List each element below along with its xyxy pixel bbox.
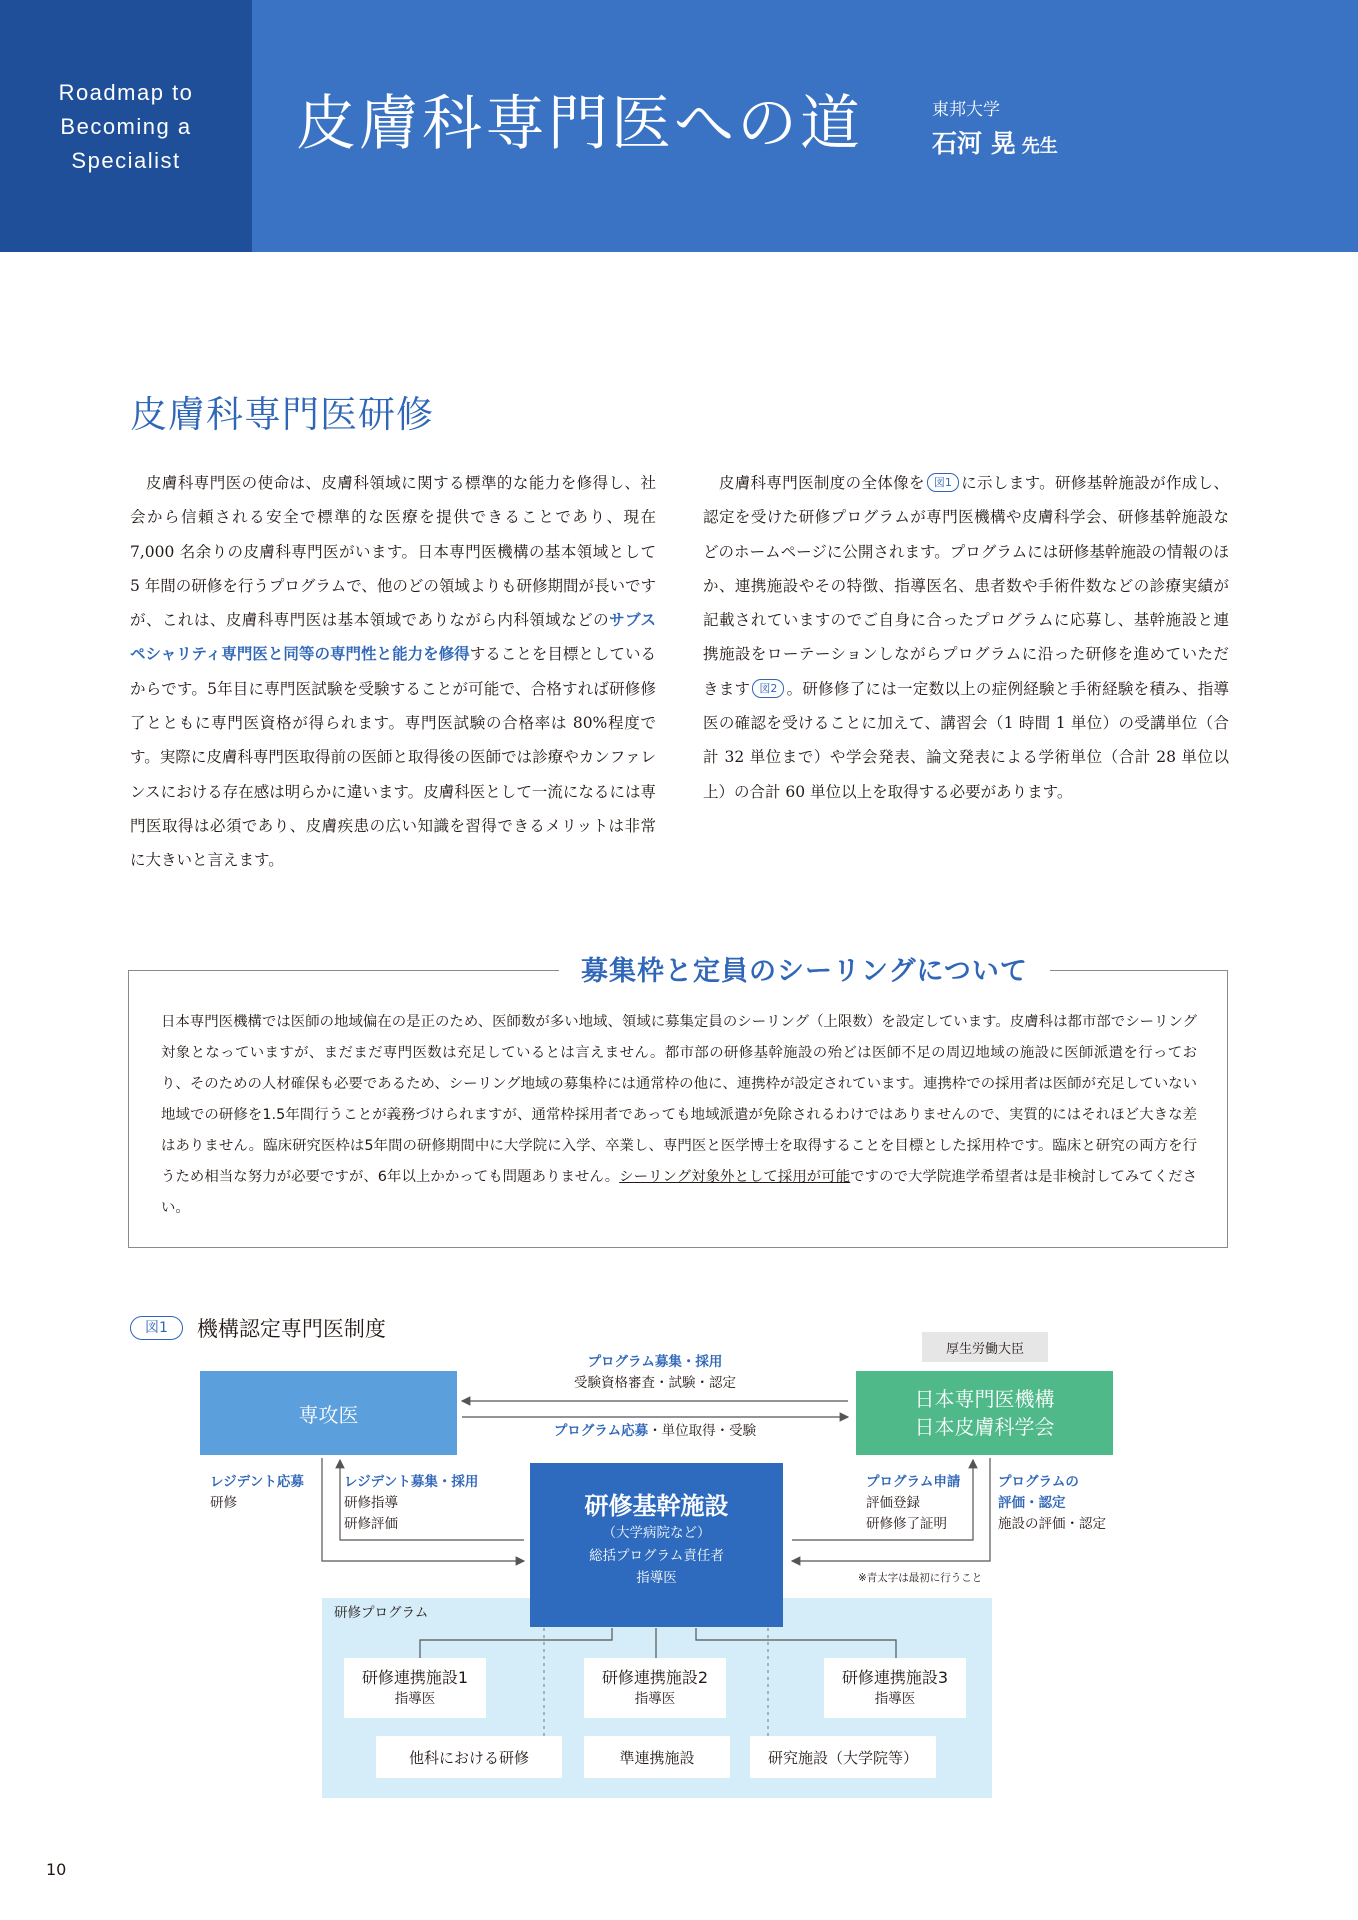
series-line-1: Roadmap to: [58, 80, 194, 105]
resident-recruit-text-1: 研修指導: [344, 1495, 398, 1511]
arrow-bottom-bold: プログラム応募: [553, 1423, 649, 1439]
core-facility-director: 総括プログラム責任者: [589, 1548, 724, 1564]
facility-3-name: 研修連携施設3: [841, 1668, 949, 1687]
left-paragraph-2: することを目標としているからです。5年目に専門医試験を受験することが可能で、合格すれば研修修了とともに専門医資格が得られます。専門医試験の合格率は 80%程度です。実際に皮膚科専門医取得前の医師と取得後の医師では診療やカンファレンスにおける存在感は明らかに違います。皮膚科医として一流になるには専門医取得は必須であり、皮膚疾患の広い知識を習得できるメリットは非常に大きいと言えます。: [130, 645, 656, 870]
resident-box: 専攻医: [200, 1371, 457, 1455]
program-area-label: 研修プログラム: [334, 1605, 429, 1621]
arrow-top-labels: [462, 1352, 848, 1394]
core-facility-sub: （大学病院など）: [602, 1525, 711, 1541]
facility-2-sub: 指導医: [634, 1691, 676, 1707]
resident-recruit-label: [344, 1472, 478, 1535]
facility-2-name: 研修連携施設2: [601, 1668, 709, 1687]
facility-3: [824, 1658, 966, 1718]
box-body-text: 日本専門医機構では医師の地域偏在の是正のため、医師数が多い地域、領域に募集定員のシーリング（上限数）を設定しています。皮膚科は都市部でシーリング対象となっていますが、まだまだ専門医数は充足しているとは言えません。都市部の研修基幹施設の殆どは医師不足の周辺地域の施設に医師派遣を行っており、そのための人材確保も必要であるため、シーリング地域の募集枠には通常枠の他に、連携枠が設定されています。連携枠での採用者は医師が充足していない地域での研修を1.5年間行うことが義務づけられますが、通常枠採用者であっても地域派遣が免除されるわけではありませんので、実質的にはそれほど大きな差はありません。臨床研究医枠は5年間の研修期間中に大学院に入学、卒業し、専門医と医学博士を取得することを目標とした採用枠です。臨床と研究の両方を行うため相当な努力が必要ですが、6年以上かかっても問題ありません。: [161, 1014, 1197, 1185]
other-dept-training: 他科における研修: [376, 1736, 562, 1778]
figure-title: 機構認定専門医制度: [196, 1317, 386, 1341]
page-header: [0, 0, 1358, 252]
organization-box: [856, 1371, 1113, 1455]
ceiling-info-box: [128, 956, 1228, 1248]
section-title: 皮膚科専門医研修: [130, 393, 434, 436]
author-name: [932, 124, 1058, 160]
highlight-text: サブスペシャリティ専門医と同等の専門性と能力を修得: [130, 611, 656, 664]
note-text: ※青太字は最初に行うこと: [858, 1572, 983, 1584]
left-paragraph-1: 皮膚科専門医の使命は、皮膚科領域に関する標準的な能力を修得し、社会から信頼される安全で標準的な医療を提供できることであり、現在 7,000 名余りの皮膚科専門医がいます。日本専門医機構の基本領域として 5 年間の研修を行うプログラムで、他のどの領域よりも研修期間が長いですが、これは、皮膚科専門医は基本領域でありながら内科領域などの: [130, 474, 656, 630]
facility-1-sub: 指導医: [394, 1691, 436, 1707]
core-facility-supervisor: 指導医: [636, 1570, 677, 1586]
arrow-bottom-text: ・単位取得・受験: [648, 1423, 757, 1439]
associate-facility: 準連携施設: [584, 1736, 730, 1778]
resident-recruit-text-2: 研修評価: [344, 1516, 398, 1532]
research-facility: 研究施設（大学院等）: [750, 1736, 936, 1778]
core-facility-box: [530, 1463, 783, 1627]
series-line-2: Becoming a: [60, 114, 192, 139]
right-paragraph-2: に示します。研修基幹施設が作成し、認定を受けた研修プログラムが専門医機構や皮膚科学会、研修基幹施設などのホームページに公開されます。プログラムには研修基幹施設の情報のほか、連携施設やその特徴、指導医名、患者数や手術件数などの診療実績が記載されていますのでご自身に合ったプログラムに応募し、基幹施設と連携施設をローテーションしながらプログラムに沿った研修を進めていただきます: [703, 474, 1229, 698]
program-eval-text: 施設の評価・認定: [998, 1516, 1106, 1532]
author-name-text: 石河 晃: [932, 129, 1016, 158]
author-affiliation: 東邦大学: [932, 100, 1000, 120]
box-underlined-text: シーリング対象外として採用が可能: [619, 1169, 851, 1185]
box-title: 募集枠と定員のシーリングについて: [559, 949, 1050, 988]
series-line-3: Specialist: [71, 148, 181, 173]
program-eval-bold-2: 評価・認定: [998, 1495, 1066, 1511]
arrow-bottom-label: [462, 1421, 848, 1442]
ministry-box: 厚生労働大臣: [922, 1332, 1048, 1362]
program-eval-label: [998, 1472, 1106, 1535]
page-number: 10: [46, 1860, 67, 1879]
resident-apply-text: 研修: [210, 1495, 237, 1511]
program-eval-bold-1: プログラムの: [998, 1474, 1079, 1490]
org-jmsb: 日本専門医機構: [914, 1387, 1055, 1411]
facility-1: [344, 1658, 486, 1718]
figure-badge: 図1: [130, 1316, 183, 1340]
arrow-top-text: 受験資格審査・試験・認定: [574, 1375, 736, 1391]
series-panel: [0, 0, 252, 252]
body-column-left: [130, 466, 656, 878]
box-body: [161, 1007, 1197, 1224]
page-title: 皮膚科専門医への道: [296, 89, 863, 159]
figure-label: [130, 1313, 386, 1343]
facility-2: [584, 1658, 726, 1718]
resident-apply-bold: レジデント応募: [210, 1474, 304, 1490]
program-apply-bold: プログラム申請: [866, 1474, 961, 1490]
series-title-en: [0, 76, 252, 178]
core-facility-title: 研修基幹施設: [584, 1492, 729, 1520]
box-body-end: ですので大学院進学希望者は是非検討してみてください。: [161, 1169, 1197, 1216]
resident-apply-label: [210, 1472, 304, 1514]
program-apply-text-2: 研修修了証明: [866, 1516, 947, 1532]
author-honorific: 先生: [1021, 136, 1058, 157]
program-apply-text-1: 評価登録: [866, 1495, 920, 1511]
org-jda: 日本皮膚科学会: [914, 1415, 1055, 1439]
facility-3-sub: 指導医: [874, 1691, 916, 1707]
body-column-right: [703, 466, 1229, 809]
resident-recruit-bold: レジデント募集・採用: [344, 1474, 479, 1490]
right-paragraph-3: 。研修修了には一定数以上の症例経験と手術経験を積み、指導医の確認を受けることに加えて、講習会（1 時間 1 単位）の受講単位（合計 32 単位まで）や学会発表、論文発表による学術単位（合計 28 単位以上）の合計 60 単位以上を取得する必要があります。: [703, 679, 1229, 801]
facility-1-name: 研修連携施設1: [361, 1668, 469, 1687]
figure-ref-1[interactable]: 図1: [927, 473, 959, 492]
right-paragraph-1: 皮膚科専門医制度の全体像を: [718, 474, 925, 492]
figure-ref-2[interactable]: 図2: [752, 679, 784, 698]
program-apply-label: [866, 1472, 960, 1535]
arrow-top-bold: プログラム募集・採用: [587, 1354, 723, 1370]
